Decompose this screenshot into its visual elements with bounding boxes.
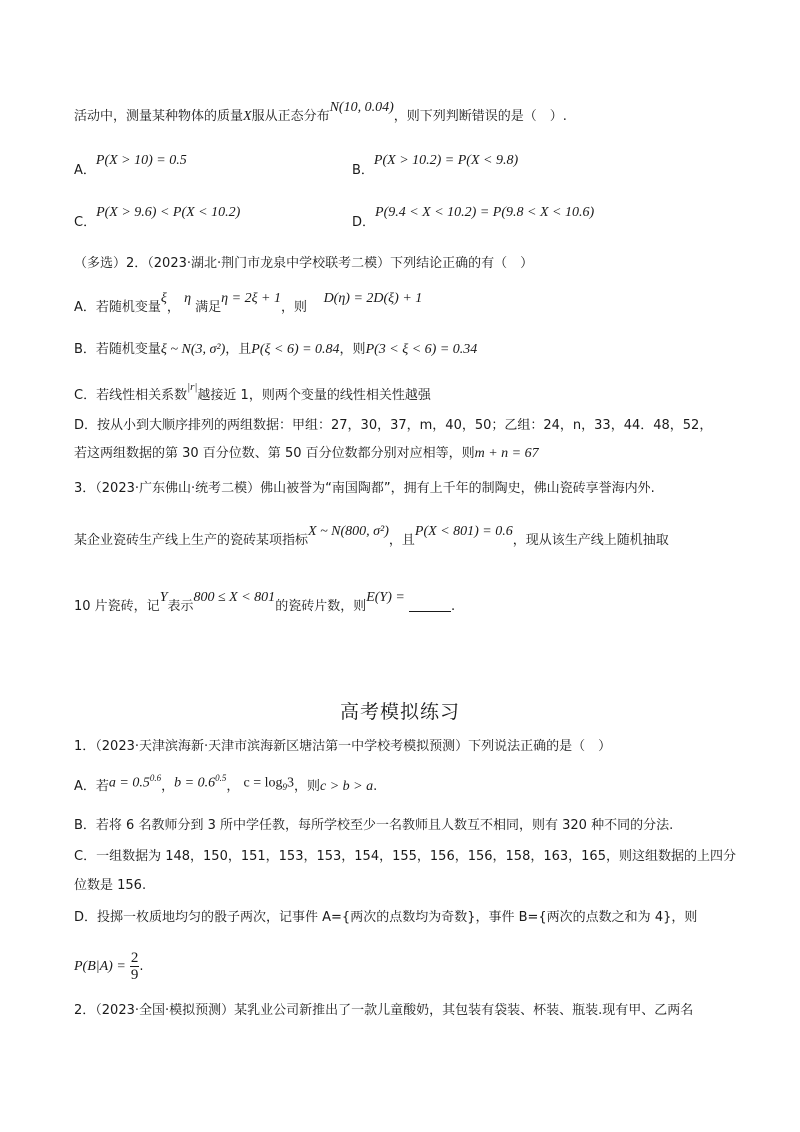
text: A．若随机变量	[74, 300, 161, 315]
text: .	[373, 779, 378, 795]
text: 表示	[167, 599, 194, 614]
numerator: 2	[130, 950, 139, 966]
text: ，则	[339, 342, 366, 357]
r: |r|	[187, 381, 198, 393]
c-arg: 3	[286, 775, 294, 791]
text: .	[139, 959, 144, 974]
text: 满足	[195, 300, 222, 315]
answer-blank	[409, 597, 451, 612]
option-expr: P(9.4 < X < 10.2) = P(9.8 < X < 10.6)	[375, 205, 595, 220]
q2-option-b	[74, 341, 477, 359]
conclusion: P(3 < ξ < 6) = 0.34	[365, 342, 478, 357]
q2-option-d-line2	[74, 445, 539, 463]
dist: X ~ N(800, σ²)	[308, 524, 389, 539]
q3-line3	[74, 590, 456, 616]
text: ，现从该生产线上随机抽取	[512, 533, 669, 548]
q1-option-a	[74, 152, 187, 178]
conditional-prob: P(B|A) =	[74, 959, 126, 974]
eta: η	[184, 291, 192, 306]
text: ，	[166, 300, 180, 315]
text: 某企业瓷砖生产线上生产的瓷砖某项指标	[74, 533, 309, 548]
q2-option-d-line1: D．按从小到大顺序排列的两组数据：甲组：27，30，37，m，40，50；乙组：24，n，33，44．48，52，	[74, 418, 713, 433]
text: ，	[161, 779, 175, 795]
m1-option-a	[74, 769, 377, 796]
q1-var-x: X	[243, 109, 252, 124]
option-label: B．	[352, 163, 374, 178]
q1-stem	[74, 100, 567, 126]
text: 越接近 1，则两个变量的线性相关性越强	[197, 388, 431, 403]
c-base: 9	[282, 781, 287, 792]
m1-option-d-line1: D．投掷一枚质地均匀的骰子两次，记事件 A={两次的点数均为奇数}，事件 B={两次的点数之和为 4}，则	[74, 910, 698, 925]
m1-option-c-line1: C．一组数据为 148，150，151，153，153，154，155，156，156，158，163，165，则这组数据的上四分	[74, 849, 736, 864]
text: ，则	[293, 779, 320, 795]
q1-dist: N(10, 0.04)	[329, 100, 394, 115]
q2-header: （多选）2．（2023·湖北·荆门市龙泉中学校联考二模）下列结论正确的有（ ）	[74, 256, 534, 271]
a-exp: 0.6	[149, 773, 162, 783]
text: 的瓷砖片数，则	[275, 599, 367, 614]
var-y: Y	[159, 590, 168, 605]
condition: P(ξ < 6) = 0.84	[251, 342, 340, 357]
text: A．若	[74, 779, 109, 795]
q1-option-c	[74, 204, 241, 230]
c-expr: c = log	[243, 775, 283, 791]
q3-line2	[74, 524, 669, 550]
a-expr: a = 0.5	[108, 775, 150, 791]
m1-option-d-line2	[74, 950, 144, 983]
text: ，	[226, 779, 240, 795]
option-label: C．	[74, 215, 97, 230]
q1-intro: 活动中，测量某种物体的质量	[74, 109, 244, 124]
m2-header: 2．（2023·全国·模拟预测）某乳业公司新推出了一款儿童酸奶，其包装有袋装、杯装、瓶装.现有甲、乙两名	[74, 1003, 694, 1018]
xi: ξ	[160, 291, 167, 306]
conclusion: m + n = 67	[474, 446, 539, 461]
denominator: 9	[130, 967, 139, 983]
option-label: A．	[74, 163, 96, 178]
m1-header: 1．（2023·天津滨海新·天津市滨海新区塘沽第一中学校考模拟预测）下列说法正确的是（ ）	[74, 739, 612, 754]
conclusion: c > b > a	[320, 779, 374, 795]
conclusion: D(η) = 2D(ξ) + 1	[323, 291, 423, 306]
q1-intro-end: ，则下列判断错误的是（ ）.	[393, 109, 567, 124]
option-label: D．	[352, 215, 376, 230]
relation: η = 2ξ + 1	[221, 291, 282, 306]
text: ，则	[281, 300, 308, 315]
fraction	[130, 950, 140, 983]
expectation: E(Y) =	[366, 590, 405, 605]
m1-option-c-line2: 位数是 156.	[74, 878, 147, 893]
condition: P(X < 801) = 0.6	[414, 524, 513, 539]
q2-option-c	[74, 381, 431, 405]
text: .	[450, 599, 456, 614]
dist: ξ ~ N(3, σ²)	[160, 342, 226, 357]
q2-option-a	[74, 290, 423, 315]
option-expr: P(X > 10) = 0.5	[95, 153, 187, 168]
text: 10 片瓷砖，记	[74, 599, 160, 614]
b-exp: 0.5	[215, 773, 227, 783]
q3-line1: 3．（2023·广东佛山·统考二模）佛山被誉为“南国陶都”，拥有上千年的制陶史，佛山瓷砖享誉海内外.	[74, 481, 655, 496]
option-expr: P(X > 9.6) < P(X < 10.2)	[96, 205, 241, 220]
text: C．若线性相关系数	[74, 388, 188, 403]
q1-option-b	[352, 152, 519, 178]
text: B．若随机变量	[74, 342, 161, 357]
option-expr: P(X > 10.2) = P(X < 9.8)	[373, 153, 519, 168]
text: ，且	[225, 342, 252, 357]
m1-option-b: B．若将 6 名教师分到 3 所中学任教，每所学校至少一名教师且人数互不相同，则有 320 种不同的分法.	[74, 818, 674, 833]
text: ，且	[388, 533, 415, 548]
q1-intro2: 服从正态分布	[251, 109, 330, 124]
b-expr: b = 0.6	[174, 775, 216, 791]
q1-option-d	[352, 204, 595, 230]
text: 若这两组数据的第 30 百分位数、第 50 百分位数都分别对应相等，则	[74, 446, 475, 461]
range: 800 ≤ X < 801	[193, 590, 276, 605]
section-title: 高考模拟练习	[339, 701, 460, 723]
